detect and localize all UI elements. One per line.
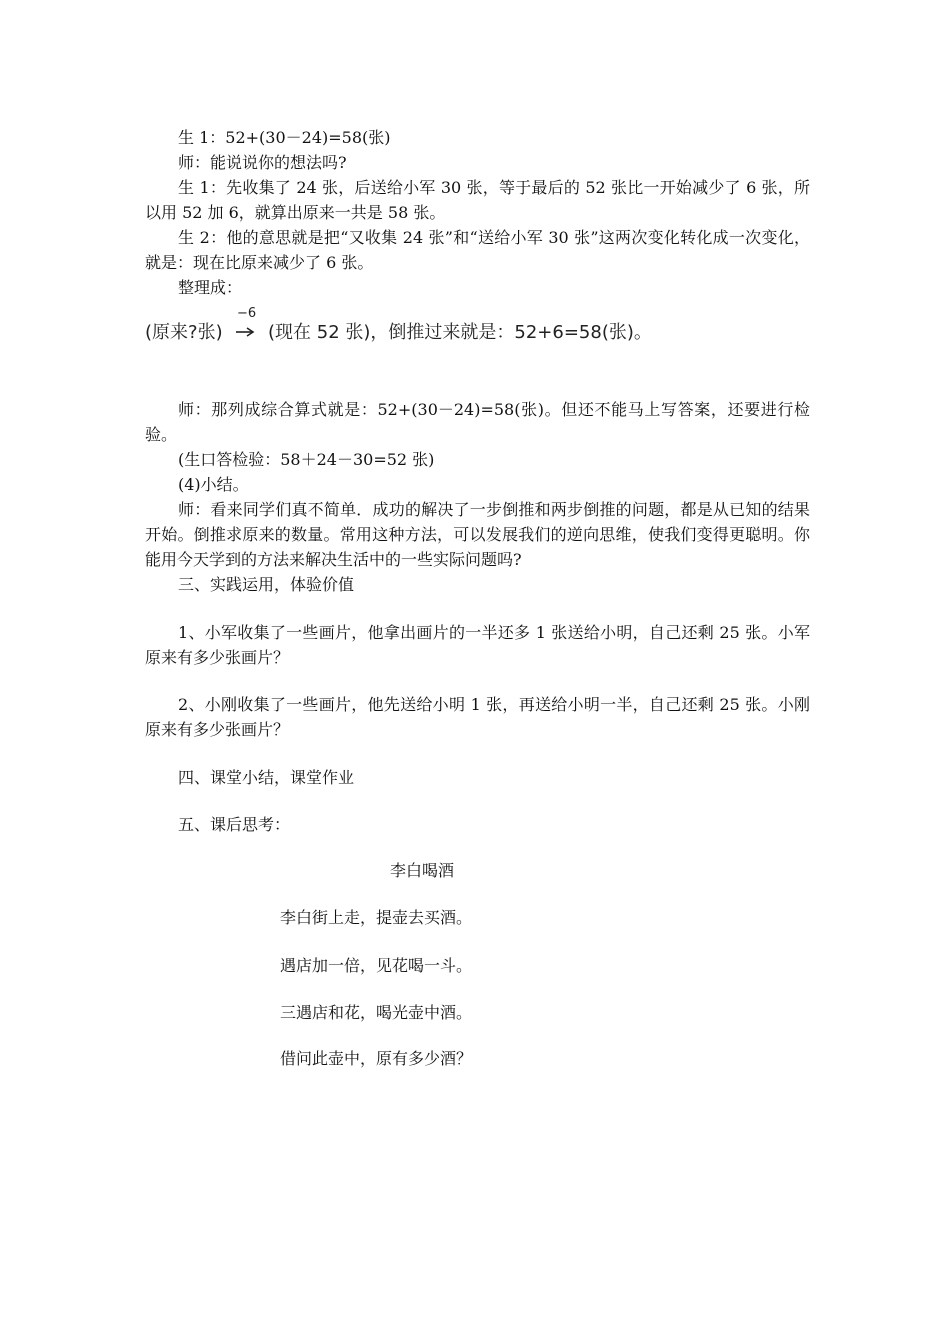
summary-label: (4)小结。 [178,475,249,494]
student1-equation: 生 1：52+(30－24)=58(张) [178,128,391,147]
teacher-summary: 师：看来同学们真不简单．成功的解决了一步倒推和两步倒推的问题，都是从已知的结果开始。倒推求原来的数量。常用这种方法，可以发展我们的逆向思维，使我们变得更聪明。你能用今天学到的方法来解决生活中的一些实际问题吗? [145,500,810,569]
reasoning-diagram [145,306,810,346]
student-verification: (生口答检验：58＋24－30=52 张) [178,450,435,469]
student1-explanation: 生 1：先收集了 24 张，后送给小军 30 张，等于最后的 52 张比一开始减少了 6 张，所以用 52 加 6，就算出原来一共是 58 张。 [145,178,810,222]
poem-line-1: 李白街上走，提壶去买酒。 [280,908,473,927]
section-four-heading: 四、课堂小结，课堂作业 [178,768,355,787]
poem-line-4: 借问此壶中，原有多少酒？ [280,1049,473,1068]
student2-explanation: 生 2：他的意思就是把“又收集 24 张”和“送给小军 30 张”这两次变化转化成一次变化，就是：现在比原来减少了 6 张。 [145,228,810,272]
teacher-combined-equation: 师：那列成综合算式就是：52+(30－24)=58(张)。但还不能马上写答案，还要进行检验。 [145,400,810,444]
organize-label: 整理成： [178,278,243,297]
practice-problem-1: 1、小军收集了一些画片，他拿出画片的一半还多 1 张送给小明，自己还剩 25 张。小军原来有多少张画片？ [145,623,810,667]
section-five-heading: 五、课后思考： [178,815,291,834]
poem-line-2: 遇店加一倍，见花喝一斗。 [280,956,473,975]
teacher-question: 师：能说说你的想法吗? [178,153,347,172]
poem-line-3: 三遇店和花，喝光壶中酒。 [280,1003,473,1022]
right-arrow-icon [233,308,257,342]
diagram-step-label: −6 [237,306,257,321]
diagram-original-label: (原来?张) [145,322,223,343]
practice-problem-2: 2、小刚收集了一些画片，他先送给小明 1 张，再送给小明一半，自己还剩 25 张。小刚原来有多少张画片？ [145,695,810,739]
diagram-result-text: (现在 52 张)，倒推过来就是：52+6=58(张)。 [268,322,652,343]
poem-title: 李白喝酒 [390,861,455,880]
section-three-heading: 三、实践运用，体验价值 [178,575,355,594]
